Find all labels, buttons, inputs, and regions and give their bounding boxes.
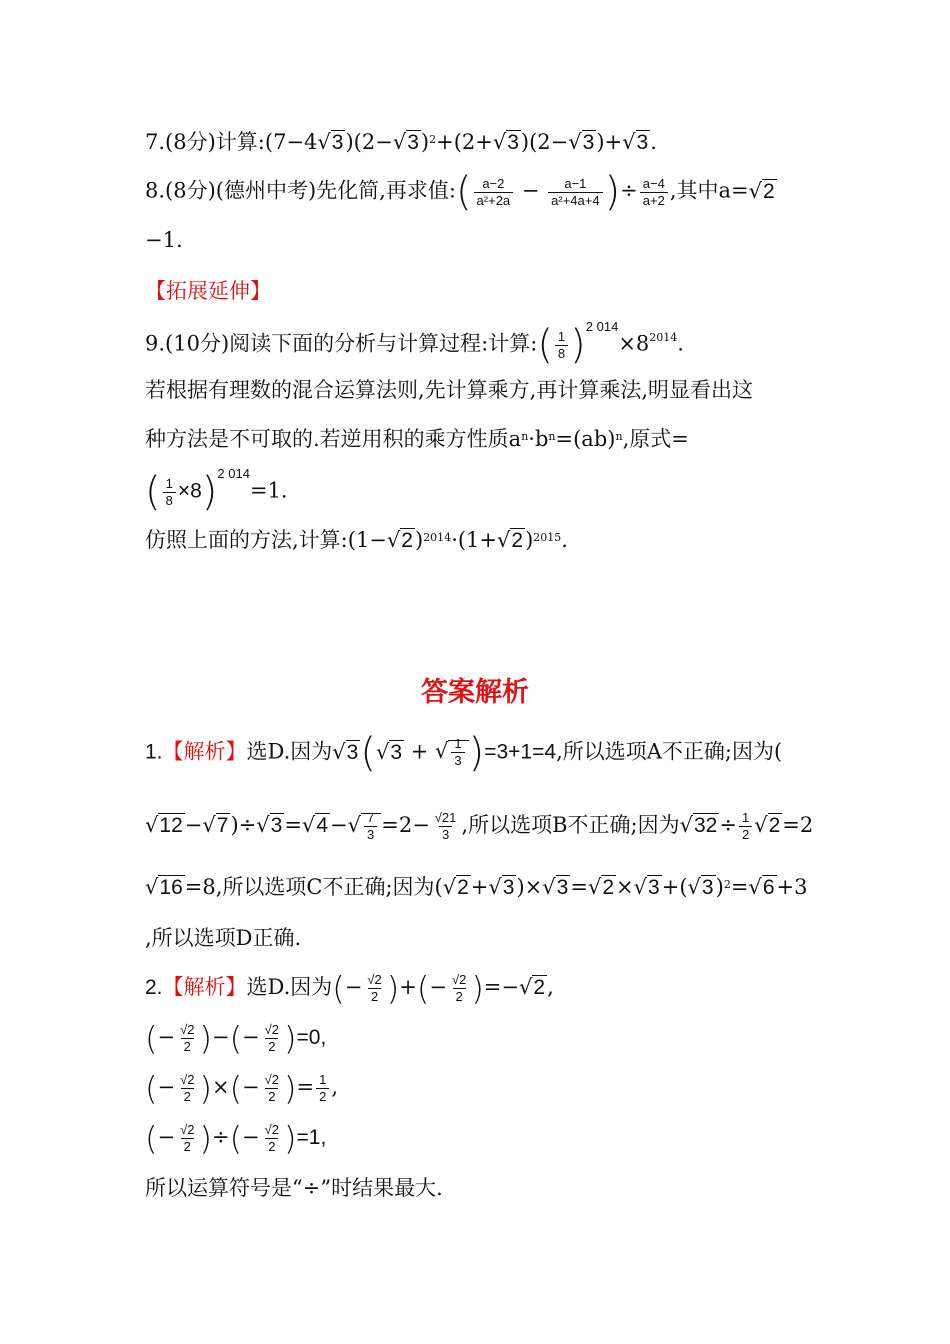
answer-1-line-4: ,所以选项D正确. [145,926,302,950]
question-9-para-3: ( $\frac{1}{8}$ ×8)$^{2 014}$=1. [145,465,288,515]
question-8-cont: −1. [145,228,183,252]
answer-2-line-1: 2.【解析】选D.因为(− $\frac{√2}{2}$ )+(− $\frac{√2}{2}$ )=−√2, [145,969,554,1008]
answer-2-line-5: 所以运算符号是“÷”时结果最大. [145,1176,443,1200]
answer-1-line-3: √16=8,所以选项C不正确;因为$(√2+√3)\times√3=√2\times√3+(√3)^2=√6+3$ [145,875,808,899]
question-9-para-1: 若根据有理数的混合运算法则,先计算乘方,再计算乘法,明显看出这 [145,378,754,402]
question-9-para-2: 种方法是不可取的.若逆用积的乘方性质$a^n\cdot b^n=(ab)^n$,原式= [145,427,689,451]
answer-2-line-4: (− $\frac{√2}{2}$ )÷(− $\frac{√2}{2}$ )=1, [145,1119,327,1158]
answer-title: 答案解析 [421,677,529,708]
question-9: 9.(10分)阅读下面的分析与计算过程:计算:( $\frac{1}{8}$ )$^{2 014}\times 8^{2014}$. [145,318,684,368]
question-8: 8.(8分)(德州中考)先化简,再求值:( $\frac{a-2}{\text{a²+2a}}$ − $\frac{a-1}{\text{a²+4a+4}}$ )÷ $\frac{a-4}{a+2}$ ,其中a=√2 [145,169,775,215]
answer-2-line-3: (− $\frac{√2}{2}$ )×(− $\frac{√2}{2}$ )= $\frac{1}{2}$ , [145,1069,339,1108]
answer-2-line-2: (− $\frac{√2}{2}$ )−(− $\frac{√2}{2}$ )=0, [145,1019,327,1058]
question-9-para-4: 仿照上面的方法,计算$:(1-√2)^{2014}\cdot(1+√2)^{2015}$. [145,528,568,552]
question-7: 7.(8分)计算$:(7-4√3)(2-√3)^2+(2+√3)(2-√3)+√3$. [145,130,657,154]
answer-1-line-2: √12−√7)÷√3=√4−√ $\frac{7}{3}$ =2− $\frac{√21}{3}$ ,所以选项B不正确;因为√32÷ $\frac{1}{2}$ √2=2 [145,810,814,843]
section-extension: 【拓展延伸】 [145,279,271,303]
answer-1-line-1: 1.【解析】选D.因为√3(√3 + √ $\frac{1}{3}$ )=3+1=4,所以选项A不正确;因为( [145,730,783,776]
